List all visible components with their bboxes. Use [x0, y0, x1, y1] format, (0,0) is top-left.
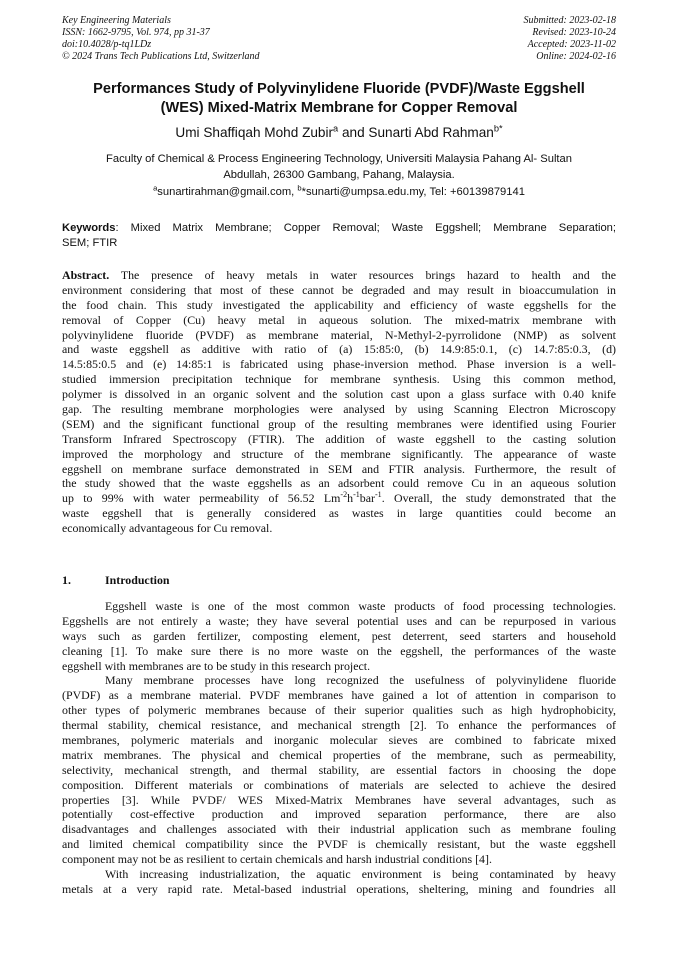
abstract [62, 268, 616, 536]
body-line: composition. Different materials or combinations of materials are selected to achieve the desired [62, 777, 616, 792]
abstract-text: . Overall, the study demonstrated that the [381, 491, 616, 506]
unit-symbol: h [347, 491, 354, 506]
abstract-line: and waste eggshell as additive with ratio of (a) 15:85:0, (b) 14.9:85:0.1, (c) 14.7:85:0.3, (d) [62, 342, 616, 357]
journal-name: Key Engineering Materials [62, 15, 171, 26]
body-line: Eggshells are not entirely a waste; they have several potential uses and can be repurposed in various [62, 613, 616, 628]
author-conjunction: and [338, 125, 369, 140]
body-line: matrix membranes. The physical and chemical properties of the membrane, such as permeability, [62, 747, 616, 762]
body-line: thermal stability, chemical resistance, and mechanical strength [2]. To enhance the performances of [62, 718, 616, 733]
body-line: properties [3]. While PVDF/ WES Mixed-Matrix Membranes have several advantages, such as [62, 792, 616, 807]
author-name: Umi Shaffiqah Mohd Zubir [175, 125, 334, 140]
author-affil-marker: b* [493, 123, 503, 134]
author-name: Sunarti Abd Rahman [368, 125, 494, 140]
abstract-line: polymer is dissolved in an organic solvent and the solution cast upon a glass surface with 0.40 knife [62, 387, 616, 402]
body-line: potentially cost-effective production and improved separation performance, there are also [62, 807, 616, 822]
body-line: metals at a very rapid rate. Metal-based industrial operations, sheltering, mining and foundries all [62, 881, 616, 896]
author-list [62, 124, 616, 142]
keywords-label: Keywords [62, 222, 116, 234]
body-line: ways such as garden fertilizer, composting element, pest deterrent, seed starters and household [62, 628, 616, 643]
abstract-text: The presence of heavy metals in water resources brings hazard to health and the [109, 268, 616, 282]
body-line: disadvantages and challenges associated with their industrial application such as membrane fouling [62, 822, 616, 837]
body-line: eggshell with membranes are to be study in this research project. [62, 658, 371, 673]
author-affil-marker: a [333, 123, 339, 134]
submission-dates [524, 15, 617, 63]
abstract-line: improved the morphology and structure of the membrane significantly. The appearance of waste [62, 446, 616, 461]
contact-info [62, 184, 616, 200]
online-date: Online: 2024-02-16 [536, 51, 616, 62]
abstract-line: environment considering that most of these cannot be degraded and may result in bioaccumulation in [62, 282, 616, 297]
body-line: With increasing industrialization, the aquatic environment is being contaminated by heavy [105, 867, 616, 882]
journal-copyright: © 2024 Trans Tech Publications Ltd, Switzerland [62, 51, 260, 62]
abstract-line: 14.5:85:0.5 and (e) 14:85:1 is fabricated using phase-inversion method. Phase inversion is a well- [62, 357, 616, 372]
body-line: (PVDF) as a membrane material. PVDF membranes have gained a lot of attention in comparison to [62, 688, 616, 703]
abstract-line [62, 491, 616, 506]
body-line: cleaning [1]. To make sure there is no more waste on the eggshell, the performances of the waste [62, 643, 616, 658]
submitted-date: Submitted: 2023-02-18 [523, 15, 616, 26]
journal-issn: ISSN: 1662-9795, Vol. 974, pp 31-37 [62, 27, 210, 38]
abstract-line: economically advantageous for Cu removal. [62, 521, 273, 536]
abstract-text: up to 99% with water permeability of 56.52 Lm [62, 491, 341, 506]
unit-exponent: -2 [340, 490, 348, 500]
unit-exponent: -1 [353, 490, 360, 500]
email-a: sunartirahman@gmail.com, [157, 186, 298, 198]
unit-symbol: bar [359, 491, 375, 506]
body-line: membranes, polymeric materials and inorganic molecular sieves are combined to fabricate mixed [62, 733, 616, 748]
abstract-line: eggshell on membrane surface demonstrated in SEM and FTIR analysis. Furthermore, the result of [62, 461, 616, 476]
body-line: component may not be as resilient to certain chemicals and harsh industrial conditions [4]. [62, 852, 492, 867]
email-marker: a [153, 183, 158, 193]
affiliation-line: Faculty of Chemical & Process Engineering Technology, Universiti Malaysia Pahang Al- Sultan [106, 153, 572, 165]
affiliation [62, 151, 616, 183]
body-line: Eggshell waste is one of the most common waste products of food processing technologies. [105, 599, 616, 613]
paper-title [62, 80, 616, 118]
email-b: *sunarti@umpsa.edu.my, Tel: +60139879141 [301, 186, 525, 198]
body-line: other types of polymeric membranes because of their superior qualities such as high hydrophobicity, [62, 703, 616, 718]
journal-info [62, 15, 260, 63]
section-heading [62, 573, 170, 588]
abstract-line: Transform Infrared Spectroscopy (FTIR). The addition of waste eggshell to the casting solution [62, 431, 616, 446]
keywords-line: SEM; FTIR [62, 236, 118, 249]
section-title: Introduction [105, 573, 170, 587]
unit-exponent: -1 [374, 490, 382, 500]
title-line: Performances Study of Polyvinylidene Fluoride (PVDF)/Waste Eggshell [93, 81, 585, 97]
keywords-line [62, 221, 616, 236]
keywords-text: : Mixed Matrix Membrane; Copper Removal; Waste Eggshell; Membrane Separation; [115, 222, 616, 234]
abstract-line: the food chain. This study investigated the applicability and efficiency of waste eggshells for the [62, 297, 616, 312]
keywords [62, 221, 616, 251]
introduction-body [62, 599, 616, 897]
abstract-line: gap. The resulting membrane morphologies were analysed by using Scanning Electron Microscopy [62, 402, 616, 417]
revised-date: Revised: 2023-10-24 [532, 27, 616, 38]
body-line: Many membrane processes have long recognized the usefulness of polyvinylidene fluoride [105, 673, 616, 688]
abstract-line: waste eggshell that is generally considered as wastes in large quantities could become an [62, 506, 616, 521]
abstract-line: the study showed that the waste eggshells as an adsorbent could remove Cu in an aqueous solution [62, 476, 616, 491]
title-line: (WES) Mixed-Matrix Membrane for Copper Removal [160, 100, 518, 116]
accepted-date: Accepted: 2023-11-02 [527, 39, 616, 50]
abstract-line: removal of Copper (Cu) heavy metal in aqueous solution. The mixed-matrix membrane with [62, 312, 616, 327]
abstract-line [62, 268, 616, 283]
journal-doi: doi:10.4028/p-tq1LDz [62, 39, 152, 50]
abstract-line: (SEM) and the significant functional group of the resulting membranes were identified using Fourier [62, 416, 616, 431]
affiliation-line: Abdullah, 26300 Gambang, Pahang, Malaysia. [223, 169, 455, 181]
body-line: and limited chemical compatibility since the PVDF is chemically resistant, but the waste eggshell [62, 837, 616, 852]
body-line: selectivity, mechanical strength, and thermal stability, are essential factors in choosing the dope [62, 762, 616, 777]
abstract-line: studied immersion precipitation technique for membrane synthesis. Using this common method, [62, 372, 616, 387]
email-marker: b [297, 183, 302, 193]
abstract-label: Abstract. [62, 268, 110, 282]
abstract-line: polyvinylidene fluoride (PVDF) as membrane material, N-Methyl-2-pyrrolidone (NMP) as solvent [62, 327, 616, 342]
section-number: 1. [62, 573, 71, 587]
